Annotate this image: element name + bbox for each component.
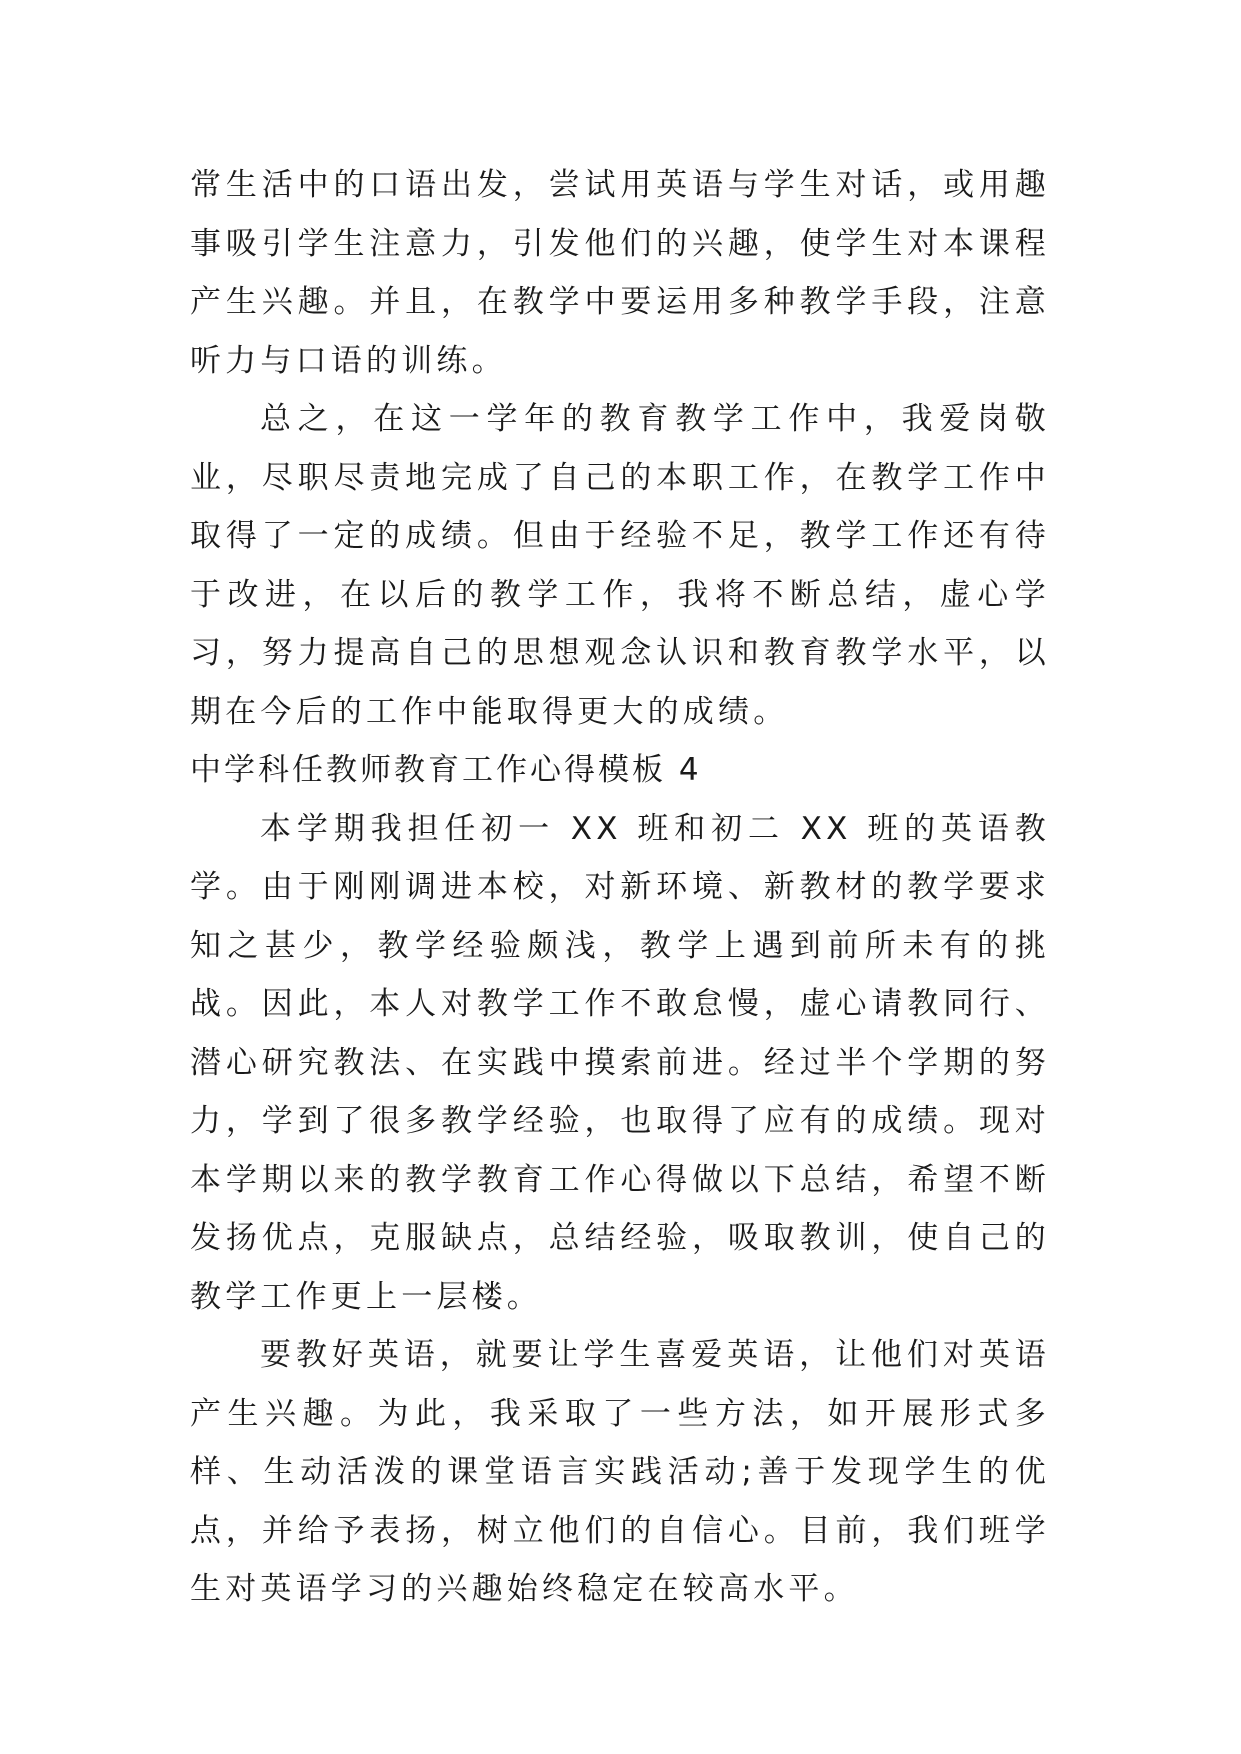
paragraph-interest-methods: 要教好英语，就要让学生喜爱英语，让他们对英语产生兴趣。为此，我采取了一些方法，如开展形式多样、生动活泼的课堂语言实践活动;善于发现学生的优点，并给予表扬，树立他们的自信心。目前，我们班学生对英语学习的兴趣始终稳定在较高水平。	[190, 1337, 1050, 1607]
paragraph-summary: 总之，在这一学年的教育教学工作中，我爱岗敬业，尽职尽责地完成了自己的本职工作，在教学工作中取得了一定的成绩。但由于经验不足，教学工作还有待于改进，在以后的教学工作，我将不断总结，虚心学习，努力提高自己的思想观念认识和教育教学水平，以期在今后的工作中能取得更大的成绩。	[190, 401, 1050, 730]
paragraph-semester-intro: 本学期我担任初一 XX 班和初二 XX 班的英语教学。由于刚刚调进本校，对新环境、新教材的教学要求知之甚少，教学经验颇浅，教学上遇到前所未有的挑战。因此，本人对教学工作不敢怠慢，虚心请教同行、潜心研究教法、在实践中摸索前进。经过半个学期的努力，学到了很多教学经验，也取得了应有的成绩。现对本学期以来的教学教育工作心得做以下总结，希望不断发扬优点，克服缺点，总结经验，吸取教训，使自己的教学工作更上一层楼。	[190, 810, 1050, 1315]
section-heading: 中学科任教师教育工作心得模板 4	[190, 752, 702, 788]
paragraph-continued: 常生活中的口语出发，尝试用英语与学生对话，或用趣事吸引学生注意力，引发他们的兴趣，使学生对本课程产生兴趣。并且，在教学中要运用多种教学手段，注意听力与口语的训练。	[190, 167, 1050, 379]
document-body	[190, 156, 1050, 1619]
